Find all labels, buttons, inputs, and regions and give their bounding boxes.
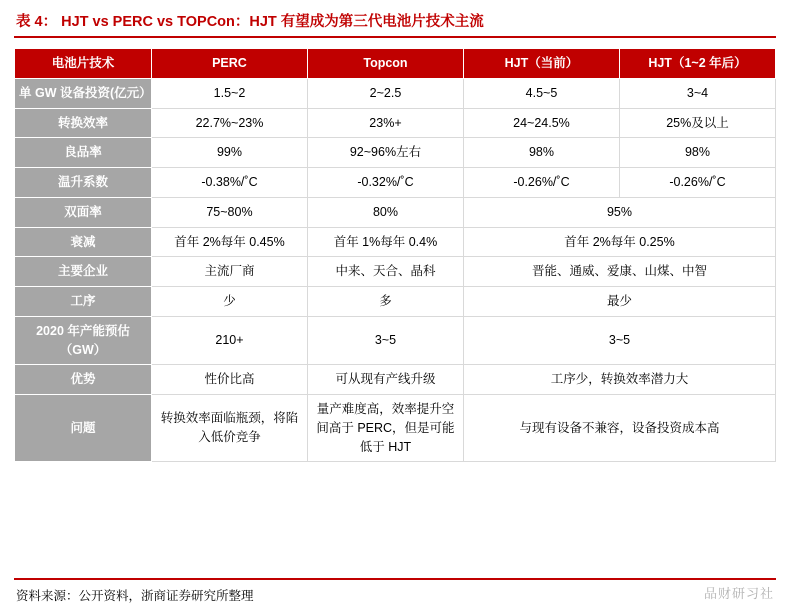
page-title xyxy=(14,10,776,31)
table-cell: 多 xyxy=(307,287,463,317)
table-row xyxy=(15,227,776,257)
table-header-row xyxy=(15,49,776,79)
table-cell: 量产难度高，效率提升空间高于 PERC，但是可能低于 HJT xyxy=(307,395,463,462)
source-note: 资料来源：公开资料，浙商证券研究所整理 xyxy=(16,589,254,603)
table-cell: 性价比高 xyxy=(151,365,307,395)
table-cell: 少 xyxy=(151,287,307,317)
row-label: 2020 年产能预估（GW） xyxy=(15,316,152,365)
table-cell-merged: 与现有设备不兼容，设备投资成本高 xyxy=(463,395,775,462)
row-label: 转换效率 xyxy=(15,108,152,138)
row-label: 工序 xyxy=(15,287,152,317)
column-header-topcon: Topcon xyxy=(307,49,463,79)
table-cell: 80% xyxy=(307,197,463,227)
table-cell-merged: 晋能、通威、爱康、山煤、中智 xyxy=(463,257,775,287)
table-cell: 首年 2%每年 0.45% xyxy=(151,227,307,257)
row-label: 良品率 xyxy=(15,138,152,168)
table-cell: 22.7%~23% xyxy=(151,108,307,138)
table-cell: 2~2.5 xyxy=(307,78,463,108)
table-cell: 转换效率面临瓶颈，将陷入低价竞争 xyxy=(151,395,307,462)
table-row xyxy=(15,287,776,317)
table-row xyxy=(15,168,776,198)
table-row xyxy=(15,257,776,287)
table-cell: 3~4 xyxy=(619,78,775,108)
table-row xyxy=(15,197,776,227)
table-cell: 99% xyxy=(151,138,307,168)
table-cell: -0.26%/˚C xyxy=(463,168,619,198)
table-cell-merged: 首年 2%每年 0.25% xyxy=(463,227,775,257)
table-row xyxy=(15,78,776,108)
column-header-technology: 电池片技术 xyxy=(15,49,152,79)
table-cell: 4.5~5 xyxy=(463,78,619,108)
row-label: 双面率 xyxy=(15,197,152,227)
table-row xyxy=(15,108,776,138)
table-row xyxy=(15,365,776,395)
row-label: 单 GW 设备投资(亿元） xyxy=(15,78,152,108)
column-header-hjt-future: HJT（1~2 年后） xyxy=(619,49,775,79)
table-row xyxy=(15,138,776,168)
table-cell: 可从现有产线升级 xyxy=(307,365,463,395)
page-footer xyxy=(14,578,776,604)
table-cell: -0.38%/˚C xyxy=(151,168,307,198)
column-header-perc: PERC xyxy=(151,49,307,79)
footer-divider xyxy=(14,578,776,580)
table-cell: 98% xyxy=(619,138,775,168)
table-cell: 25%及以上 xyxy=(619,108,775,138)
table-cell-merged: 工序少，转换效率潜力大 xyxy=(463,365,775,395)
table-cell: 首年 1%每年 0.4% xyxy=(307,227,463,257)
comparison-table xyxy=(14,48,776,462)
table-cell-merged: 最少 xyxy=(463,287,775,317)
table-cell-merged: 3~5 xyxy=(463,316,775,365)
row-label: 问题 xyxy=(15,395,152,462)
row-label: 主要企业 xyxy=(15,257,152,287)
watermark: 品财研习社 xyxy=(703,587,774,602)
table-cell: 3~5 xyxy=(307,316,463,365)
table-row xyxy=(15,395,776,462)
table-body xyxy=(15,78,776,462)
table-cell: 主流厂商 xyxy=(151,257,307,287)
title-text: HJT vs PERC vs TOPCon：HJT 有望成为第三代电池片技术主流 xyxy=(61,14,484,30)
table-cell: 210+ xyxy=(151,316,307,365)
table-cell: -0.26%/˚C xyxy=(619,168,775,198)
table-cell: 92~96%左右 xyxy=(307,138,463,168)
table-cell: 1.5~2 xyxy=(151,78,307,108)
row-label: 优势 xyxy=(15,365,152,395)
table-cell: 中来、天合、晶科 xyxy=(307,257,463,287)
table-cell: 75~80% xyxy=(151,197,307,227)
table-cell: 23%+ xyxy=(307,108,463,138)
title-divider xyxy=(14,36,776,38)
column-header-hjt-current: HJT（当前） xyxy=(463,49,619,79)
row-label: 衰减 xyxy=(15,227,152,257)
title-label: 表 4： xyxy=(16,14,58,30)
table-cell: 24~24.5% xyxy=(463,108,619,138)
table-cell-merged: 95% xyxy=(463,197,775,227)
row-label: 温升系数 xyxy=(15,168,152,198)
table-cell: -0.32%/˚C xyxy=(307,168,463,198)
table-header xyxy=(15,49,776,79)
table-row xyxy=(15,316,776,365)
table-cell: 98% xyxy=(463,138,619,168)
